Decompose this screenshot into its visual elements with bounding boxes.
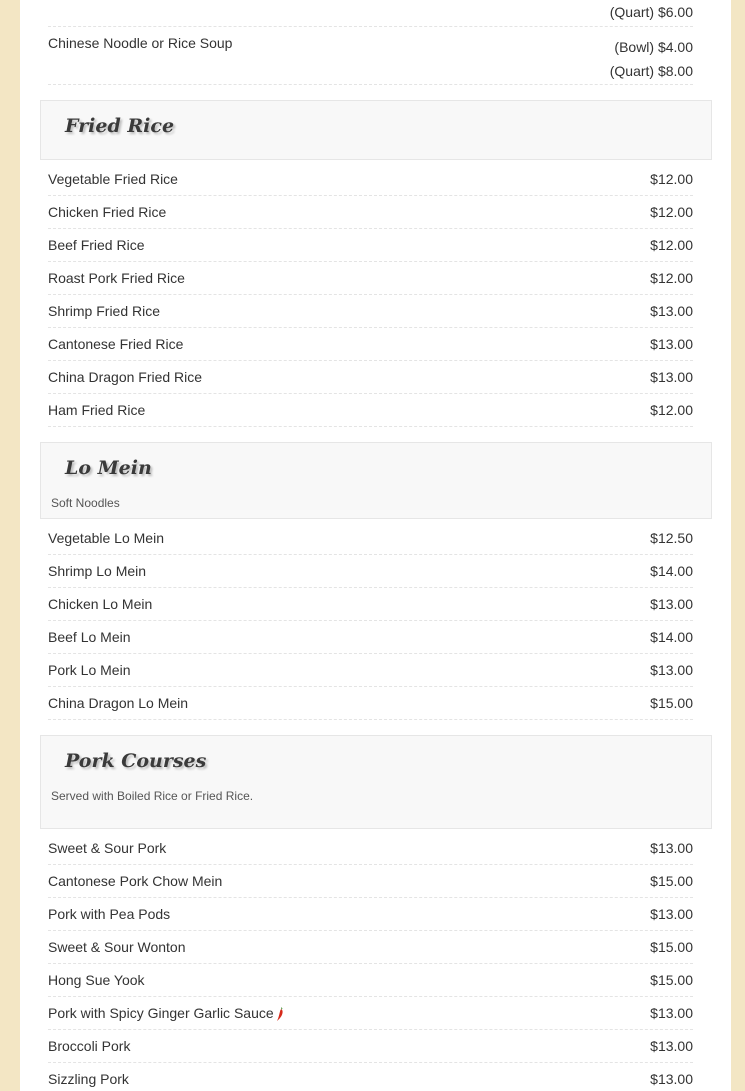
section-header-pork-courses xyxy=(40,735,712,829)
item-price: $13.00 xyxy=(650,840,693,856)
menu-item xyxy=(48,0,693,27)
menu-item xyxy=(48,295,693,328)
item-name: Ham Fried Rice xyxy=(48,402,146,418)
item-price: $15.00 xyxy=(650,873,693,889)
item-price: $13.00 xyxy=(650,336,693,352)
item-name: Pork with Pea Pods xyxy=(48,906,171,922)
menu-item xyxy=(48,163,693,196)
menu-item xyxy=(48,588,693,621)
item-price: $13.00 xyxy=(650,1071,693,1087)
menu-item xyxy=(48,997,693,1030)
item-price: $14.00 xyxy=(650,563,693,579)
item-price: $13.00 xyxy=(650,1005,693,1021)
section-header-lo-mein xyxy=(40,442,712,519)
section-header-fried-rice xyxy=(40,100,712,160)
item-name: China Dragon Lo Mein xyxy=(48,695,189,711)
item-price: $12.00 xyxy=(650,237,693,253)
item-price-quart: (Quart) $8.00 xyxy=(609,63,693,79)
item-price: $13.00 xyxy=(650,369,693,385)
item-name: Beef Fried Rice xyxy=(48,237,145,253)
item-price: $13.00 xyxy=(650,906,693,922)
section-description: Served with Boiled Rice or Fried Rice. xyxy=(51,789,254,803)
menu-item xyxy=(48,832,693,865)
item-name: Sweet & Sour Wonton xyxy=(48,939,186,955)
item-price: $13.00 xyxy=(650,662,693,678)
item-name: Shrimp Fried Rice xyxy=(48,303,161,319)
item-name: Sweet & Sour Pork xyxy=(48,840,167,856)
item-name: China Dragon Fried Rice xyxy=(48,369,203,385)
item-name: Chicken Fried Rice xyxy=(48,204,167,220)
item-price: $12.00 xyxy=(650,270,693,286)
menu-item xyxy=(48,262,693,295)
item-name: Hong Sue Yook xyxy=(48,972,145,988)
item-name: Broccoli Pork xyxy=(48,1038,131,1054)
item-price: $12.00 xyxy=(650,204,693,220)
chili-pepper-icon xyxy=(275,1006,285,1022)
menu-item xyxy=(48,687,693,720)
item-name xyxy=(48,1005,285,1022)
item-price-bowl: (Bowl) $4.00 xyxy=(614,39,693,55)
item-price: $15.00 xyxy=(650,972,693,988)
item-name-text: Pork with Spicy Ginger Garlic Sauce xyxy=(48,1005,274,1021)
menu-item xyxy=(48,1063,693,1091)
item-price: (Quart) $6.00 xyxy=(609,4,693,20)
item-name: Roast Pork Fried Rice xyxy=(48,270,185,286)
item-name: Cantonese Fried Rice xyxy=(48,336,184,352)
menu-item xyxy=(48,394,693,427)
item-price: $13.00 xyxy=(650,596,693,612)
item-name: Chinese Noodle or Rice Soup xyxy=(48,35,233,51)
menu-item xyxy=(48,964,693,997)
menu-item xyxy=(48,522,693,555)
menu-item xyxy=(48,555,693,588)
item-price: $15.00 xyxy=(650,695,693,711)
menu-item xyxy=(48,865,693,898)
menu-item xyxy=(48,27,693,85)
menu-item xyxy=(48,361,693,394)
menu-item xyxy=(48,328,693,361)
menu-item xyxy=(48,898,693,931)
menu-item xyxy=(48,196,693,229)
item-price: $15.00 xyxy=(650,939,693,955)
section-title: Pork Courses xyxy=(65,750,207,772)
menu-item xyxy=(48,654,693,687)
item-price: $12.50 xyxy=(650,530,693,546)
section-title: Fried Rice xyxy=(65,115,175,137)
item-name: Beef Lo Mein xyxy=(48,629,131,645)
item-name: Shrimp Lo Mein xyxy=(48,563,147,579)
menu-item xyxy=(48,621,693,654)
item-name: Chicken Lo Mein xyxy=(48,596,153,612)
menu-item xyxy=(48,931,693,964)
item-name: Cantonese Pork Chow Mein xyxy=(48,873,223,889)
item-price: $14.00 xyxy=(650,629,693,645)
item-price: $13.00 xyxy=(650,303,693,319)
item-price: $13.00 xyxy=(650,1038,693,1054)
item-price: $12.00 xyxy=(650,171,693,187)
item-name: Vegetable Lo Mein xyxy=(48,530,164,546)
item-name: Vegetable Fried Rice xyxy=(48,171,178,187)
item-price: $12.00 xyxy=(650,402,693,418)
menu-item xyxy=(48,229,693,262)
item-name: Sizzling Pork xyxy=(48,1071,129,1087)
section-title: Lo Mein xyxy=(65,457,152,479)
menu-item xyxy=(48,1030,693,1063)
menu-panel xyxy=(20,0,731,1091)
item-name: Pork Lo Mein xyxy=(48,662,131,678)
section-description: Soft Noodles xyxy=(51,496,120,510)
